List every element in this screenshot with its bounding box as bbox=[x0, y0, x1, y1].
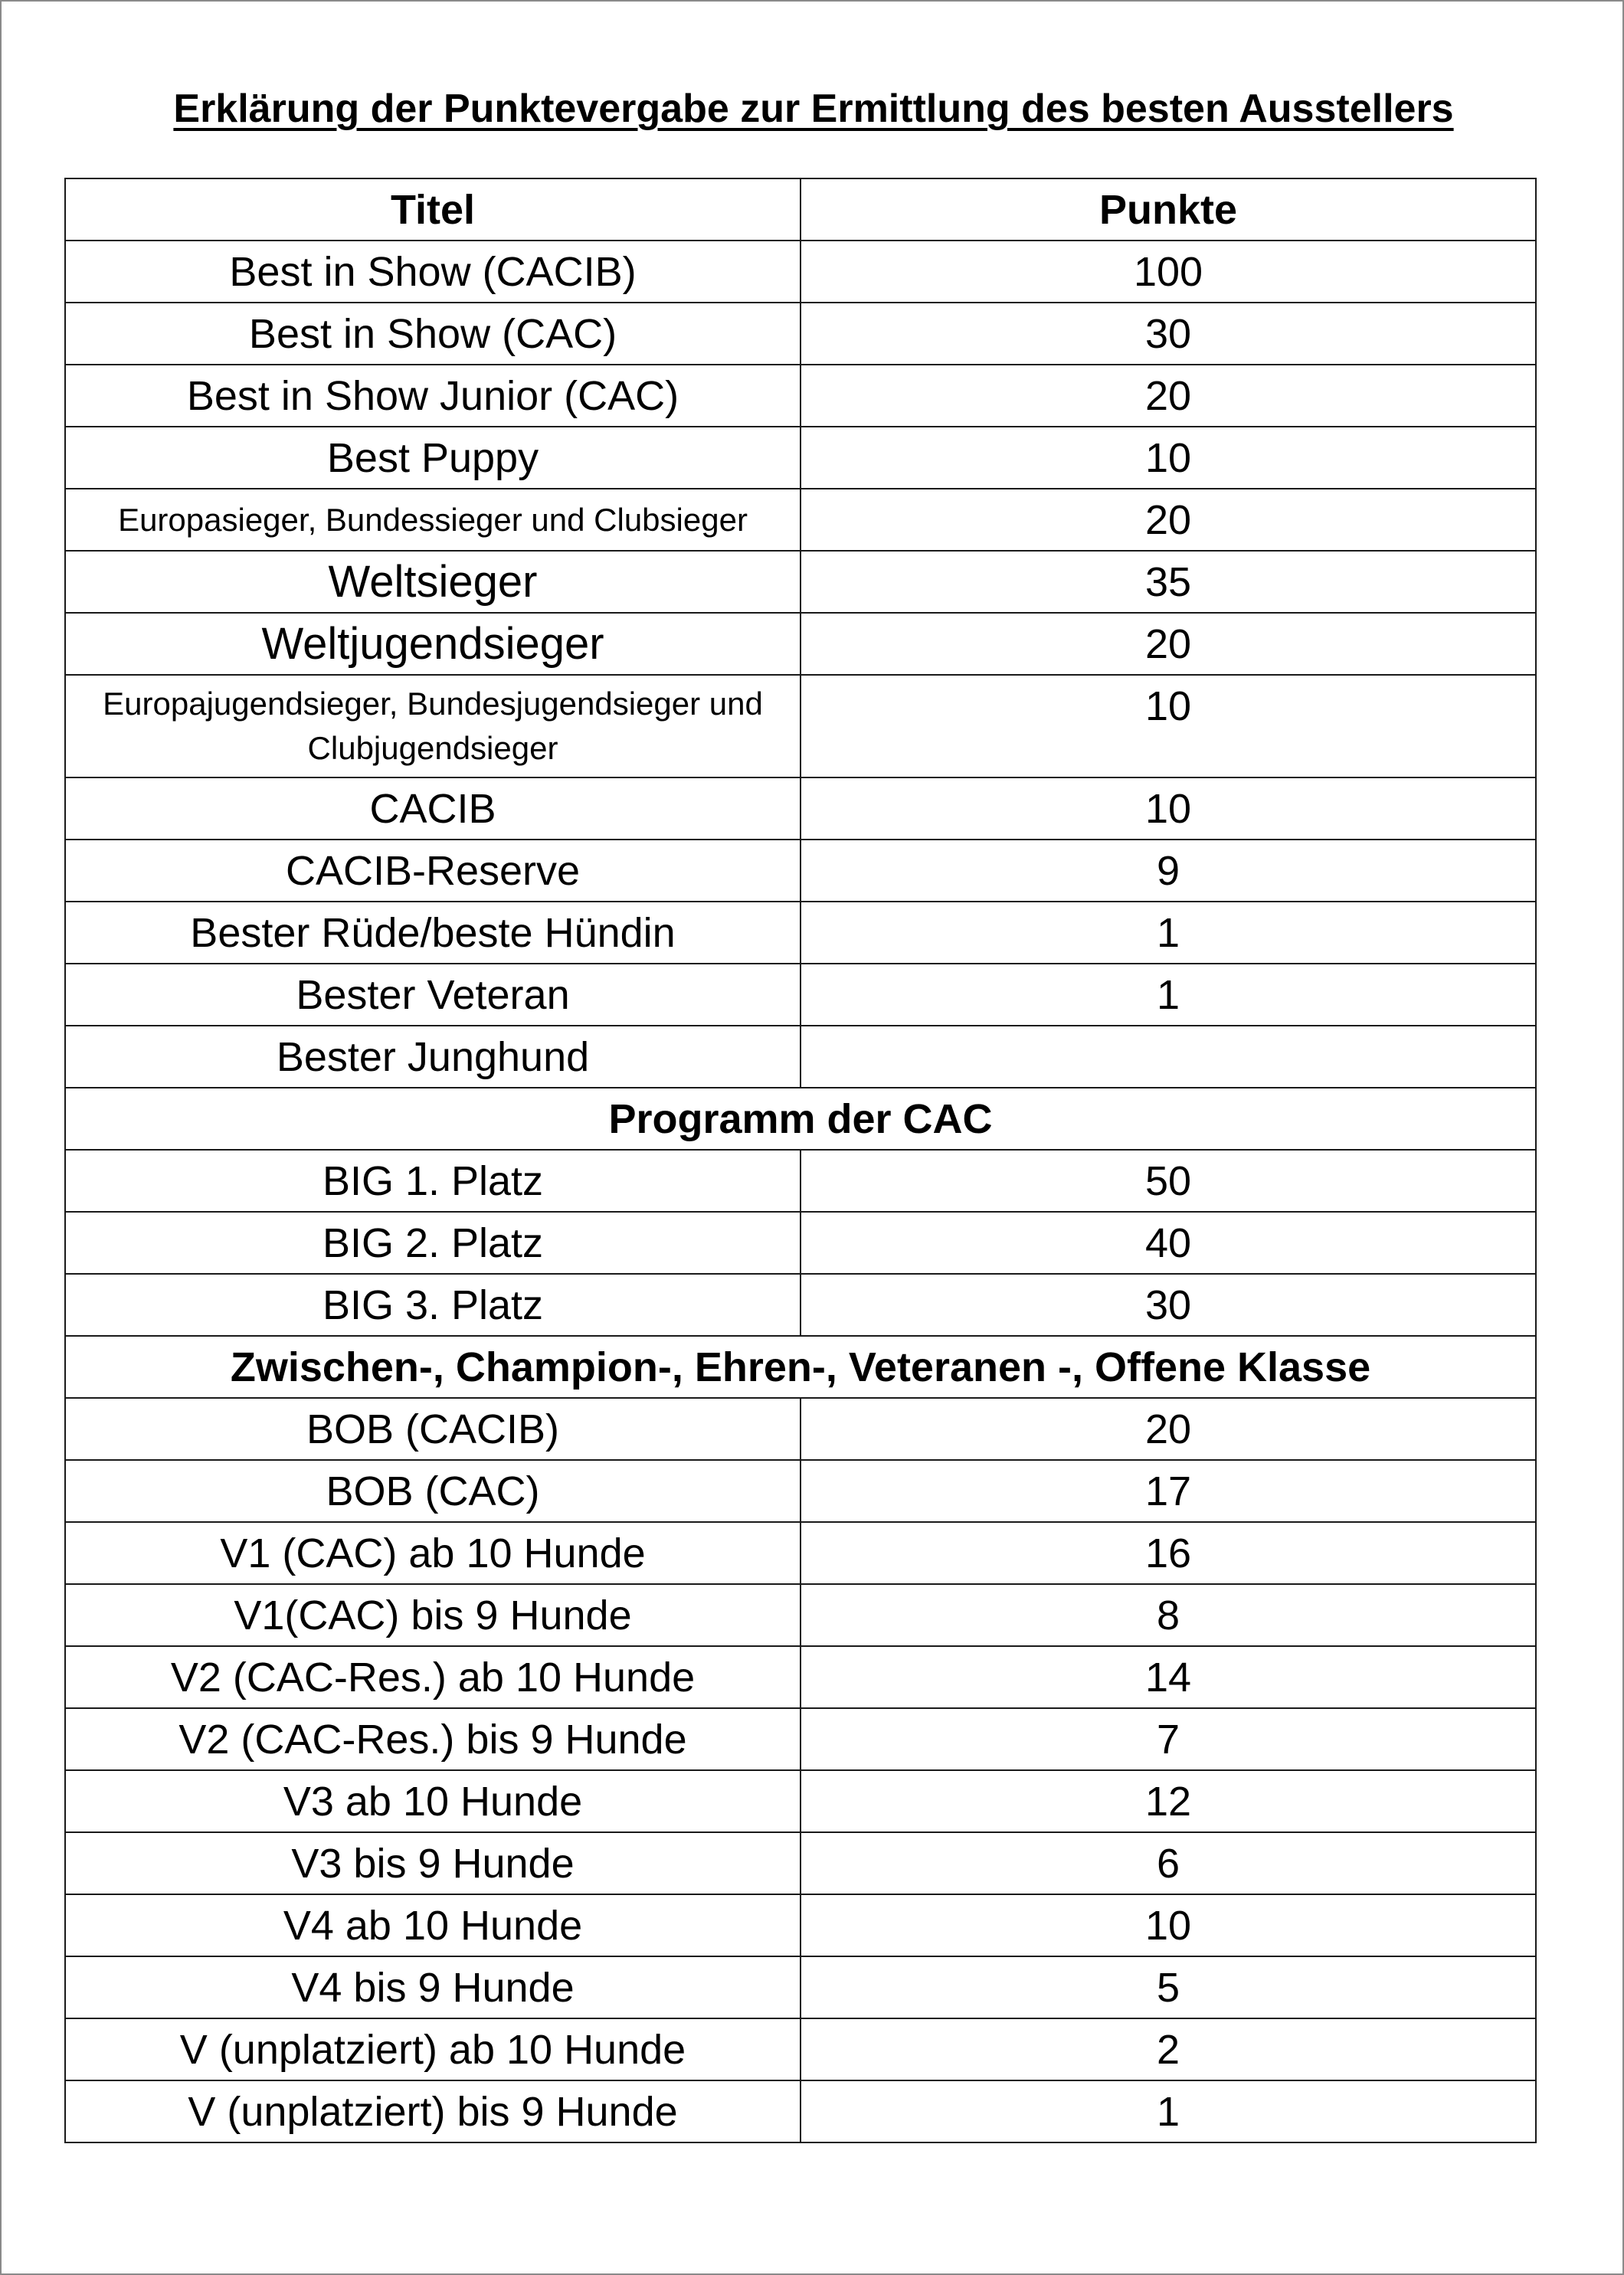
table-row bbox=[65, 1460, 1536, 1522]
table-row bbox=[65, 2080, 1536, 2142]
table-row bbox=[65, 365, 1536, 427]
section-heading-row bbox=[65, 1336, 1536, 1398]
section-heading-cac: Programm der CAC bbox=[65, 1088, 1536, 1150]
table-row bbox=[65, 1026, 1536, 1088]
row-punkte: 1 bbox=[801, 902, 1536, 964]
table-row bbox=[65, 1832, 1536, 1894]
table-row bbox=[65, 902, 1536, 964]
row-titel: CACIB-Reserve bbox=[65, 840, 801, 902]
row-titel: V4 ab 10 Hunde bbox=[65, 1894, 801, 1956]
table-row bbox=[65, 777, 1536, 840]
row-titel: V (unplatziert) bis 9 Hunde bbox=[65, 2080, 801, 2142]
document-title bbox=[2, 78, 1624, 139]
table-row bbox=[65, 1894, 1536, 1956]
row-punkte: 30 bbox=[801, 1274, 1536, 1336]
table-row bbox=[65, 675, 1536, 777]
row-punkte: 1 bbox=[801, 2080, 1536, 2142]
table-row bbox=[65, 1212, 1536, 1274]
row-punkte: 100 bbox=[801, 241, 1536, 303]
table-row bbox=[65, 840, 1536, 902]
table-row bbox=[65, 1770, 1536, 1832]
table-row bbox=[65, 303, 1536, 365]
table-row bbox=[65, 427, 1536, 489]
table-row bbox=[65, 551, 1536, 613]
table-row bbox=[65, 1584, 1536, 1646]
table-row bbox=[65, 241, 1536, 303]
row-titel: Bester Junghund bbox=[65, 1026, 801, 1088]
row-punkte bbox=[801, 1026, 1536, 1088]
row-punkte: 10 bbox=[801, 675, 1536, 777]
table-row bbox=[65, 1150, 1536, 1212]
row-titel: BOB (CAC) bbox=[65, 1460, 801, 1522]
row-punkte: 2 bbox=[801, 2018, 1536, 2080]
row-punkte: 10 bbox=[801, 777, 1536, 840]
row-punkte: 1 bbox=[801, 964, 1536, 1026]
header-titel: Titel bbox=[65, 178, 801, 241]
row-punkte: 30 bbox=[801, 303, 1536, 365]
row-titel: V2 (CAC-Res.) ab 10 Hunde bbox=[65, 1646, 801, 1708]
row-titel: V (unplatziert) ab 10 Hunde bbox=[65, 2018, 801, 2080]
table-row bbox=[65, 1708, 1536, 1770]
row-titel: V4 bis 9 Hunde bbox=[65, 1956, 801, 2018]
row-punkte: 40 bbox=[801, 1212, 1536, 1274]
table-row bbox=[65, 1646, 1536, 1708]
row-titel: V1(CAC) bis 9 Hunde bbox=[65, 1584, 801, 1646]
header-punkte: Punkte bbox=[801, 178, 1536, 241]
row-titel: V1 (CAC) ab 10 Hunde bbox=[65, 1522, 801, 1584]
row-punkte: 8 bbox=[801, 1584, 1536, 1646]
row-titel: Best Puppy bbox=[65, 427, 801, 489]
row-titel: BOB (CACIB) bbox=[65, 1398, 801, 1460]
row-punkte: 20 bbox=[801, 613, 1536, 675]
row-punkte: 35 bbox=[801, 551, 1536, 613]
table-row bbox=[65, 1522, 1536, 1584]
row-titel: Weltsieger bbox=[65, 551, 801, 613]
row-titel: CACIB bbox=[65, 777, 801, 840]
row-titel: V3 ab 10 Hunde bbox=[65, 1770, 801, 1832]
row-punkte: 7 bbox=[801, 1708, 1536, 1770]
row-punkte: 17 bbox=[801, 1460, 1536, 1522]
table-row bbox=[65, 2018, 1536, 2080]
row-punkte: 16 bbox=[801, 1522, 1536, 1584]
row-titel: BIG 3. Platz bbox=[65, 1274, 801, 1336]
row-punkte: 50 bbox=[801, 1150, 1536, 1212]
row-punkte: 20 bbox=[801, 1398, 1536, 1460]
row-titel: Bester Rüde/beste Hündin bbox=[65, 902, 801, 964]
row-titel: Europajugendsieger, Bundesjugendsieger und Clubjugendsieger bbox=[65, 675, 801, 777]
row-titel: Best in Show (CAC) bbox=[65, 303, 801, 365]
row-punkte: 9 bbox=[801, 840, 1536, 902]
table-row bbox=[65, 964, 1536, 1026]
table-header-row bbox=[65, 178, 1536, 241]
table-row bbox=[65, 613, 1536, 675]
row-punkte: 6 bbox=[801, 1832, 1536, 1894]
row-punkte: 5 bbox=[801, 1956, 1536, 2018]
row-punkte: 12 bbox=[801, 1770, 1536, 1832]
row-titel: V2 (CAC-Res.) bis 9 Hunde bbox=[65, 1708, 801, 1770]
table-row bbox=[65, 1398, 1536, 1460]
document-title-text: Erklärung der Punktevergabe zur Ermittlung des besten Ausstellers bbox=[173, 87, 1454, 131]
row-titel: Best in Show Junior (CAC) bbox=[65, 365, 801, 427]
row-titel: Weltjugendsieger bbox=[65, 613, 801, 675]
table-row bbox=[65, 489, 1536, 551]
table-row bbox=[65, 1274, 1536, 1336]
section-heading-klassen: Zwischen-, Champion-, Ehren-, Veteranen -, Offene Klasse bbox=[65, 1336, 1536, 1398]
row-punkte: 10 bbox=[801, 427, 1536, 489]
row-punkte: 20 bbox=[801, 489, 1536, 551]
row-punkte: 10 bbox=[801, 1894, 1536, 1956]
row-punkte: 14 bbox=[801, 1646, 1536, 1708]
points-table bbox=[64, 178, 1537, 2143]
row-titel: V3 bis 9 Hunde bbox=[65, 1832, 801, 1894]
row-titel: Europasieger, Bundessieger und Clubsieger bbox=[65, 489, 801, 551]
row-titel: Bester Veteran bbox=[65, 964, 801, 1026]
row-punkte: 20 bbox=[801, 365, 1536, 427]
row-titel: Best in Show (CACIB) bbox=[65, 241, 801, 303]
row-titel: BIG 1. Platz bbox=[65, 1150, 801, 1212]
row-titel: BIG 2. Platz bbox=[65, 1212, 801, 1274]
table-row bbox=[65, 1956, 1536, 2018]
section-heading-row bbox=[65, 1088, 1536, 1150]
